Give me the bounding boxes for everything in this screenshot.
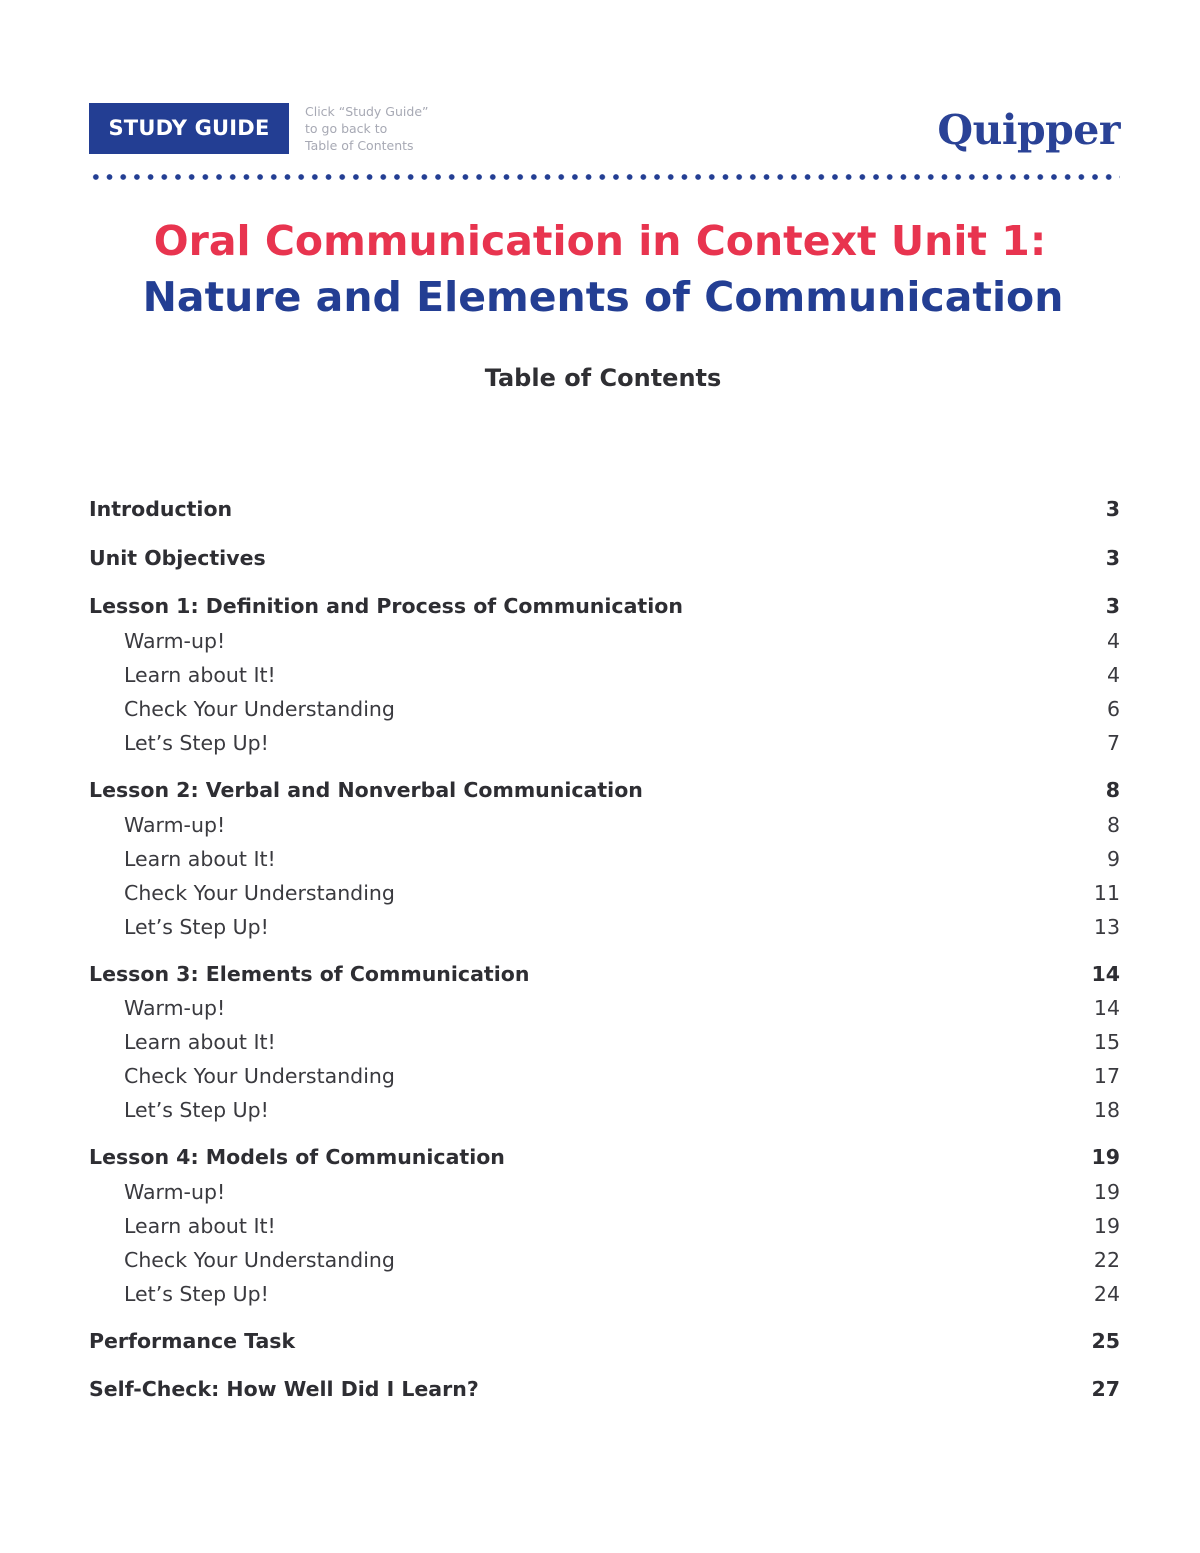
toc-entry-label: Unit Objectives <box>89 546 266 570</box>
toc-entry-page: 4 <box>1106 663 1120 687</box>
toc-entry-label: Performance Task <box>89 1329 296 1353</box>
toc-entry-label: Check Your Understanding <box>124 881 395 905</box>
toc-subsection-entry[interactable] <box>89 1278 1120 1310</box>
toc-entry-page: 27 <box>1091 1377 1120 1401</box>
toc-section-entry[interactable] <box>89 1325 1120 1357</box>
toc-entry-page: 18 <box>1093 1098 1120 1122</box>
toc-subsection-entry[interactable] <box>89 693 1120 725</box>
hint-line: Click “Study Guide” <box>305 104 429 119</box>
toc-entry-page: 6 <box>1106 697 1120 721</box>
toc-entry-label: Warm-up! <box>124 813 226 837</box>
toc-entry-page: 22 <box>1093 1248 1120 1272</box>
toc-subsection-entry[interactable] <box>89 1094 1120 1126</box>
toc-subsection-entry[interactable] <box>89 659 1120 691</box>
dotted-divider <box>89 174 1120 180</box>
study-guide-hint <box>305 103 428 154</box>
toc-subsection-entry[interactable] <box>89 809 1120 841</box>
toc-entry-page: 24 <box>1093 1282 1120 1306</box>
toc-entry-label: Lesson 4: Models of Communication <box>89 1145 505 1169</box>
toc-subsection-entry[interactable] <box>89 992 1120 1024</box>
hint-line: Table of Contents <box>305 138 414 153</box>
toc-entry-label: Warm-up! <box>124 996 226 1020</box>
toc-entry-page: 11 <box>1093 881 1120 905</box>
toc-entry-page: 3 <box>1105 546 1120 570</box>
toc-entry-label: Check Your Understanding <box>124 1248 395 1272</box>
toc-entry-label: Let’s Step Up! <box>124 915 269 939</box>
toc-subsection-entry[interactable] <box>89 1026 1120 1058</box>
toc-entry-label: Check Your Understanding <box>124 1064 395 1088</box>
toc-entry-page: 3 <box>1105 497 1120 521</box>
toc-entry-page: 13 <box>1093 915 1120 939</box>
study-guide-button[interactable]: STUDY GUIDE <box>89 103 289 154</box>
toc-entry-page: 25 <box>1091 1329 1120 1353</box>
toc-entry-page: 8 <box>1105 778 1120 802</box>
toc-subsection-entry[interactable] <box>89 625 1120 657</box>
toc-entry-page: 17 <box>1093 1064 1120 1088</box>
toc-entry-page: 15 <box>1093 1030 1120 1054</box>
toc-entry-label: Learn about It! <box>124 663 276 687</box>
toc-entry-page: 19 <box>1093 1180 1120 1204</box>
toc-subsection-entry[interactable] <box>89 1176 1120 1208</box>
toc-entry-label: Warm-up! <box>124 629 226 653</box>
toc-subsection-entry[interactable] <box>89 727 1120 759</box>
toc-subsection-entry[interactable] <box>89 843 1120 875</box>
toc-section-entry[interactable] <box>89 1141 1120 1173</box>
toc-entry-label: Let’s Step Up! <box>124 731 269 755</box>
toc-entry-page: 14 <box>1091 962 1120 986</box>
toc-entry-label: Warm-up! <box>124 1180 226 1204</box>
toc-subsection-entry[interactable] <box>89 1244 1120 1276</box>
toc-subsection-entry[interactable] <box>89 1210 1120 1242</box>
toc-subsection-entry[interactable] <box>89 1060 1120 1092</box>
toc-entry-label: Let’s Step Up! <box>124 1282 269 1306</box>
toc-entry-page: 3 <box>1105 594 1120 618</box>
toc-entry-page: 9 <box>1106 847 1120 871</box>
toc-entry-label: Self-Check: How Well Did I Learn? <box>89 1377 479 1401</box>
toc-subsection-entry[interactable] <box>89 877 1120 909</box>
toc-section-entry[interactable] <box>89 590 1120 622</box>
toc-entry-page: 4 <box>1106 629 1120 653</box>
toc-entry-label: Learn about It! <box>124 1214 276 1238</box>
toc-entry-label: Check Your Understanding <box>124 697 395 721</box>
header <box>89 103 1120 155</box>
toc-section-entry[interactable] <box>89 493 1120 525</box>
toc-entry-page: 8 <box>1106 813 1120 837</box>
toc-entry-page: 14 <box>1093 996 1120 1020</box>
toc-section-entry[interactable] <box>89 542 1120 574</box>
toc-entry-label: Learn about It! <box>124 847 276 871</box>
quipper-logo: Quipper <box>937 106 1120 154</box>
toc-entry-label: Lesson 3: Elements of Communication <box>89 962 530 986</box>
toc-entry-page: 19 <box>1093 1214 1120 1238</box>
toc-entry-label: Learn about It! <box>124 1030 276 1054</box>
toc-section-entry[interactable] <box>89 774 1120 806</box>
toc-entry-label: Lesson 1: Definition and Process of Communication <box>89 594 683 618</box>
toc-entry-label: Lesson 2: Verbal and Nonverbal Communication <box>89 778 643 802</box>
hint-line: to go back to <box>305 121 388 136</box>
document-title-line1: Oral Communication in Context Unit 1: <box>153 217 1047 265</box>
document-title-line2: Nature and Elements of Communication <box>142 273 1064 321</box>
toc-section-entry[interactable] <box>89 958 1120 990</box>
toc-subsection-entry[interactable] <box>89 911 1120 943</box>
toc-heading: Table of Contents <box>484 364 722 392</box>
toc-section-entry[interactable] <box>89 1373 1120 1405</box>
toc-entry-label: Let’s Step Up! <box>124 1098 269 1122</box>
toc-entry-page: 19 <box>1091 1145 1120 1169</box>
toc-entry-label: Introduction <box>89 497 233 521</box>
toc-entry-page: 7 <box>1106 731 1120 755</box>
